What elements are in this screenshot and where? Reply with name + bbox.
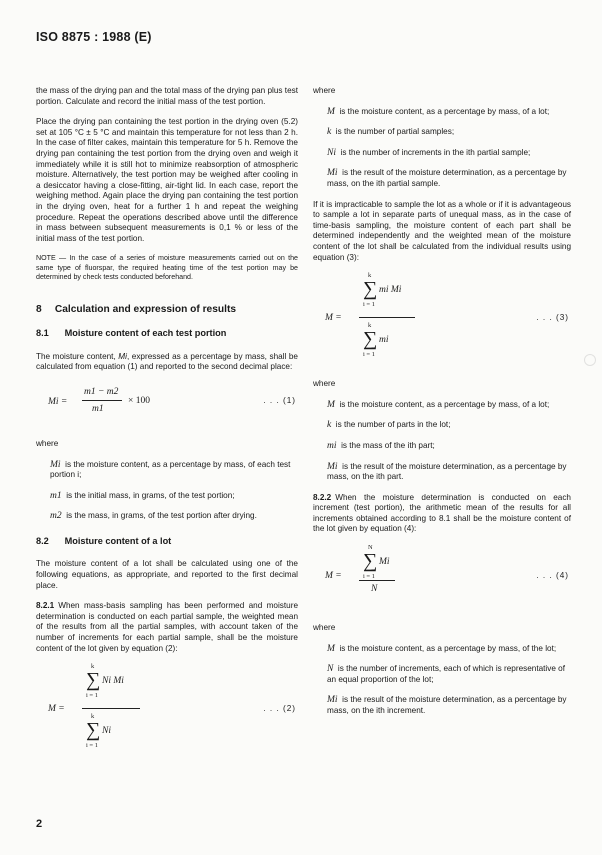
where-item: Mi is the result of the moisture determination, as a percentage by mass, on the ith part. [327,461,567,482]
where-list [36,460,298,522]
equation-label: . . . (2) [263,704,296,714]
paragraph: the mass of the drying pan and the total mass of the drying pan plus test portion. Calculate and record the initial mass of the test portion. [36,86,298,106]
subsection-heading [36,536,298,547]
equation-label: . . . (3) [536,313,569,323]
paragraph: 8.2.2 When the moisture determination is conducted on each increment (test portion), the arithmetic mean of the results for all increments obtained according to 8.1 shall be the moisture content of the lot given by equation (4): [313,492,571,534]
fraction-bar [82,708,140,709]
page-number: 2 [36,818,43,830]
where-label: where [313,379,336,389]
equation-label: . . . (1) [263,395,296,405]
symbol: Mi [50,459,61,470]
sigma-icon: ∑ [363,328,378,351]
equation-multiplier: × 100 [128,395,150,406]
where-item: m2 is the mass, in grams, of the test portion after drying. [50,511,257,522]
paragraph: The moisture content of a lot shall be calculated using one of the following equations, as appropriate, and reported to the first decimal place. [36,559,298,590]
sum-upper-limit: k [368,322,372,330]
equation-1 [36,383,298,425]
equation-3 [313,273,571,365]
sum-expression: Ni Mi [102,676,124,687]
sum-lower-limit: i = 1 [86,742,98,750]
where-list [313,644,571,717]
equation-lhs: M = [325,571,342,582]
section-title: Calculation and expression of results [54,303,237,315]
equation-denominator: N [371,584,378,595]
symbol: Mi [118,351,127,361]
note: NOTE — In the case of a series of moisture measurements carried out on the same type of fluorspar, the required heating time of the test portion may be determined by check tests conducted beforehand. [36,254,298,282]
paragraph-number: 8.2.2 [313,492,332,502]
sum-lower-limit: i = 1 [363,573,375,581]
paragraph: If it is impracticable to sample the lot as a whole or if it is advantageous to sample a lot in separate parts of unequal mass, as in the case of time-basis sampling, the moisture content of each part shall be determined independently and the weighted mean of the moisture content of the lot shall be calculated from the individual results using equation (3): [313,199,571,262]
page-header: ISO 8875 : 1988 (E) [36,30,152,44]
fraction-bar [359,580,395,581]
symbol: Mi [327,695,338,706]
subsection-heading [36,328,298,339]
sum-expression: mi [379,335,389,346]
symbol: m2 [50,511,62,522]
equation-lhs: M = [48,704,65,715]
sum-expression: mi Mi [379,285,402,296]
where-item: Ni is the number of increments in the ith partial sample; [327,147,531,158]
where-item: M is the moisture content, as a percentage by mass, of a lot; [327,399,550,410]
subsection-number: 8.2 [36,535,49,546]
sum-upper-limit: k [91,663,95,671]
where-list [313,400,571,483]
fraction-bar [359,317,415,318]
where-item: k is the number of parts in the lot; [327,420,451,431]
where-item: Mi is the moisture content, as a percentage by mass, of each test portion i; [50,459,291,480]
sum-lower-limit: i = 1 [86,692,98,700]
equation-numerator: m1 − m2 [84,386,119,397]
symbol: Mi [327,168,338,179]
where-label: where [313,86,336,95]
sum-upper-limit: k [91,713,95,721]
where-item: k is the number of partial samples; [327,127,455,138]
where-label: where [36,438,59,448]
right-column [313,86,571,727]
paragraph: 8.2.1 When mass-basis sampling has been performed and moisture determination is conducted on each partial sample, the weighted mean of the results from all the partial samples, with account taken of the number of increments for each partial sample, shall be the moisture content of the lot given by equation (2): [36,601,298,653]
left-column [36,86,298,770]
symbol: k [327,420,332,431]
sigma-icon: ∑ [86,669,101,692]
section-number: 8 [36,303,42,315]
sigma-icon: ∑ [363,550,378,573]
paragraph-number: 8.2.1 [36,601,55,611]
subsection-title: Moisture content of each test portion [64,328,227,339]
sum-upper-limit: N [368,544,373,552]
symbol: mi [327,440,337,451]
where-item: N is the number of increments, each of which is representative of an equal proportion of the lot; [327,664,565,684]
sigma-icon: ∑ [363,278,378,301]
where-list [313,107,571,190]
equation-denominator: m1 [92,403,104,414]
sum-upper-limit: k [368,272,372,280]
where-item: Mi is the result of the moisture determination, as a percentage by mass, on the ith increment. [327,695,567,716]
sum-lower-limit: i = 1 [363,351,375,359]
where-item: mi is the mass of the ith part; [327,440,435,451]
where-item: m1 is the initial mass, in grams, of the test portion; [50,490,235,501]
symbol: M [327,399,335,410]
paragraph: The moisture content, Mi, expressed as a percentage by mass, shall be calculated from equation (1) and reported to the second decimal place: [36,351,298,372]
sum-lower-limit: i = 1 [363,301,375,309]
equation-lhs: Mi = [48,396,68,407]
equation-label: . . . (4) [536,571,569,581]
sum-expression: Ni [102,726,111,737]
sum-expression: Mi [379,557,390,568]
subsection-title: Moisture content of a lot [64,535,172,546]
fraction-bar [82,400,122,401]
symbol: m1 [50,490,62,501]
symbol: M [327,643,335,654]
where-item: Mi is the result of the moisture determination, as a percentage by mass, on the ith partial sample. [327,168,567,188]
where-item: M is the moisture content, as a percentage by mass, of the lot; [327,643,557,654]
symbol: Mi [327,461,338,472]
sigma-icon: ∑ [86,719,101,742]
symbol: N [327,664,334,675]
equation-2 [36,664,298,756]
subsection-number: 8.1 [36,328,49,339]
where-label: where [313,623,336,633]
scan-artifact [584,354,596,366]
symbol: k [327,127,332,138]
symbol: Ni [327,147,336,158]
equation-4 [313,545,571,609]
paragraph: Place the drying pan containing the test portion in the drying oven (5.2) set at 105 °C ± 5 °C and maintain this temperature for not less than 2 h. In the case of filter cakes, maintain this temperature for 5 h. Remove the drying pan containing the test portion from the drying oven and weigh it immediately while it is still hot to minimize reabsorption of atmospheric moisture. Alternatively, the test portion may be weighed after cooling in a desiccator having a close-fitting, air-tight lid. In each case, report the weighing method. Again place the drying pan containing the test portion in the drying oven, heat for a further 1 h and repeat the weighing procedure. Repeat the operations described above until the difference in mass between subsequent measurements is 0,1 % or less of the initial mass of the test portion. [36,117,298,243]
where-item: M is the moisture content, as a percentage by mass, of a lot; [327,106,550,117]
symbol: M [327,106,335,117]
section-heading [36,305,298,316]
equation-lhs: M = [325,313,342,324]
